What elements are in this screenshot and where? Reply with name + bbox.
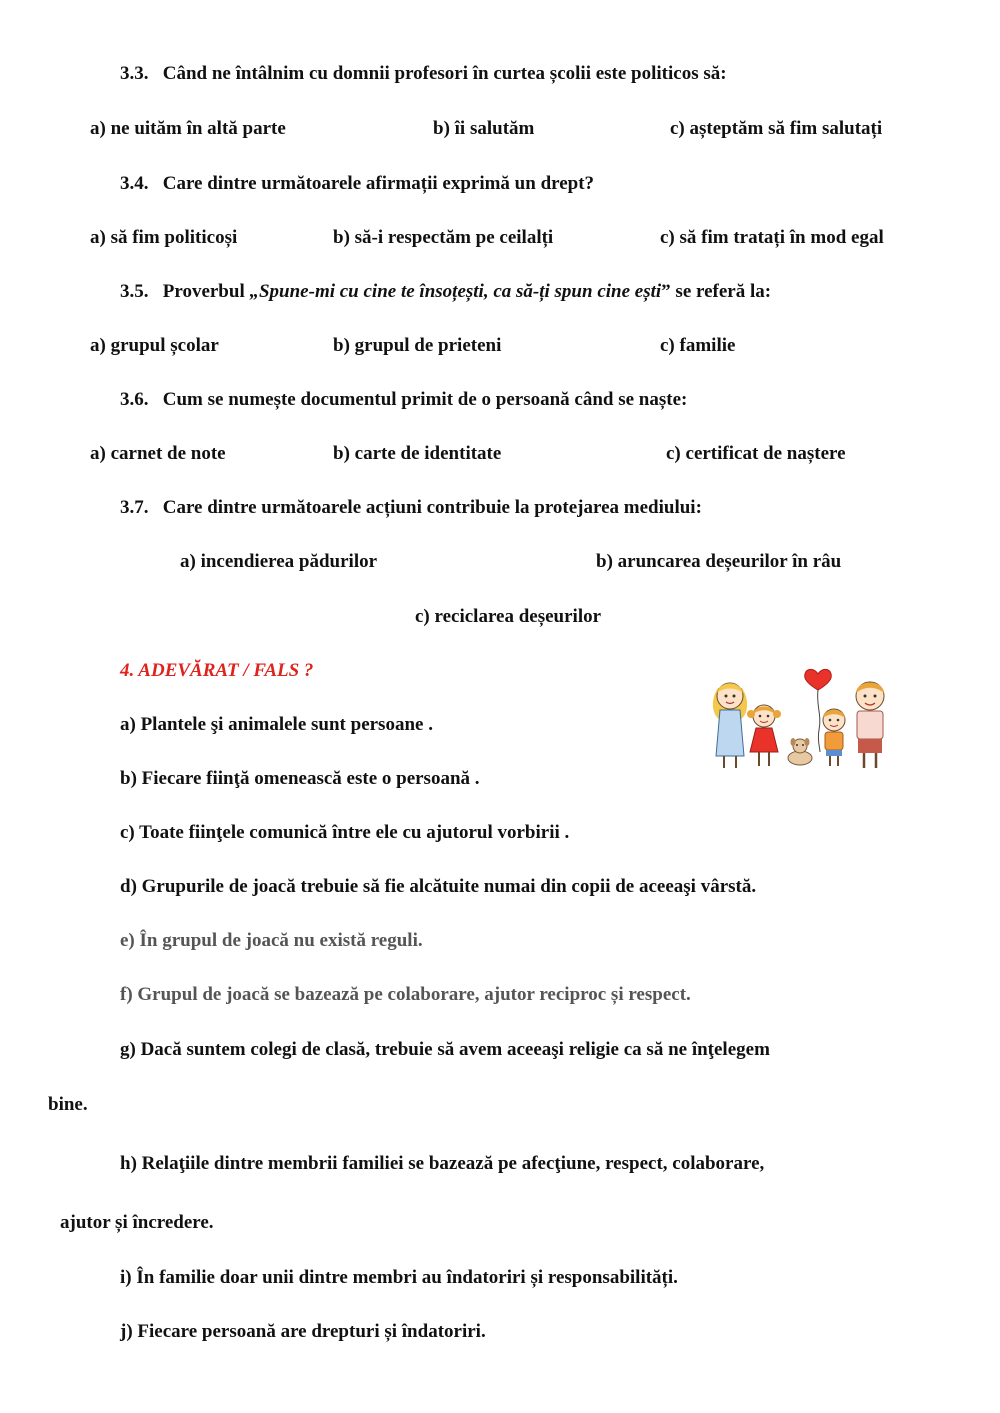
true-false-item-c: c) Toate fiinţele comunică între ele cu ajutorul vorbirii . xyxy=(120,822,570,843)
question-text: Cum se numește documentul primit de o persoană când se naște: xyxy=(162,389,688,410)
question-3-4 xyxy=(120,172,594,196)
option-3-5-a: a) grupul școlar xyxy=(90,335,219,356)
question-number: 3.5. xyxy=(120,281,149,302)
question-number: 3.6. xyxy=(120,389,149,410)
option-3-6-b: b) carte de identitate xyxy=(333,443,502,464)
question-text: Care dintre următoarele afirmații exprimă un drept? xyxy=(162,173,595,194)
father-figure-icon xyxy=(856,682,884,768)
question-number: 3.7. xyxy=(120,497,149,518)
option-3-5-b: b) grupul de prieteni xyxy=(333,335,502,356)
option-3-3-c: c) așteptăm să fim salutați xyxy=(670,118,883,139)
question-text-after: ” se referă la: xyxy=(661,281,772,302)
true-false-item-h-continued: ajutor și încredere. xyxy=(60,1212,214,1233)
question-text: Care dintre următoarele acțiuni contribuie la protejarea mediului: xyxy=(162,497,702,518)
option-3-6-a: a) carnet de note xyxy=(90,443,226,464)
true-false-item-d: d) Grupurile de joacă trebuie să fie alcătuite numai din copii de aceeaşi vârstă. xyxy=(120,876,757,897)
question-3-5 xyxy=(120,280,771,304)
true-false-item-h: h) Relaţiile dintre membrii familiei se bazează pe afecţiune, respect, colaborare, xyxy=(120,1153,765,1174)
dog-icon xyxy=(788,738,812,765)
option-3-4-b: b) să-i respectăm pe ceilalți xyxy=(333,227,554,248)
true-false-item-g-continued: bine. xyxy=(48,1094,88,1115)
mother-figure-icon xyxy=(713,683,747,768)
option-3-6-c: c) certificat de naștere xyxy=(666,443,846,464)
proverb-text: „Spune-mi cu cine te însoțești, ca să-ți spun cine ești xyxy=(249,281,662,302)
question-text-before: Proverbul xyxy=(162,281,250,302)
question-number: 3.3. xyxy=(120,63,149,84)
true-false-item-j: j) Fiecare persoană are drepturi și îndatoriri. xyxy=(120,1321,486,1342)
section-4-title: 4. ADEVĂRAT / FALS ? xyxy=(120,660,314,681)
option-3-5-c: c) familie xyxy=(660,335,736,356)
boy-figure-icon xyxy=(823,709,845,766)
question-3-3 xyxy=(120,62,727,86)
option-3-4-c: c) să fim tratați în mod egal xyxy=(660,227,884,248)
true-false-item-e: e) În grupul de joacă nu există reguli. xyxy=(120,930,423,951)
question-number: 3.4. xyxy=(120,173,149,194)
true-false-item-f: f) Grupul de joacă se bazează pe colaborare, ajutor reciproc și respect. xyxy=(120,984,691,1005)
option-3-3-a: a) ne uităm în altă parte xyxy=(90,118,286,139)
girl-figure-icon xyxy=(747,705,781,766)
true-false-item-i: i) În familie doar unii dintre membri au îndatoriri și responsabilități. xyxy=(120,1267,678,1288)
true-false-item-a: a) Plantele şi animalele sunt persoane . xyxy=(120,714,433,735)
option-3-7-b: b) aruncarea deșeurilor în râu xyxy=(596,551,842,572)
option-3-7-c: c) reciclarea deșeurilor xyxy=(415,606,602,627)
true-false-item-g: g) Dacă suntem colegi de clasă, trebuie să avem aceeaşi religie ca să ne înţelegem xyxy=(120,1039,770,1060)
question-3-7 xyxy=(120,496,702,520)
question-3-6 xyxy=(120,388,687,412)
family-illustration xyxy=(700,660,900,775)
option-3-7-a: a) incendierea pădurilor xyxy=(180,551,378,572)
option-3-4-a: a) să fim politicoși xyxy=(90,227,238,248)
true-false-item-b: b) Fiecare fiinţă omenească este o persoană . xyxy=(120,768,480,789)
question-text: Când ne întâlnim cu domnii profesori în curtea școlii este politicos să: xyxy=(162,63,727,84)
option-3-3-b: b) îi salutăm xyxy=(433,118,535,139)
